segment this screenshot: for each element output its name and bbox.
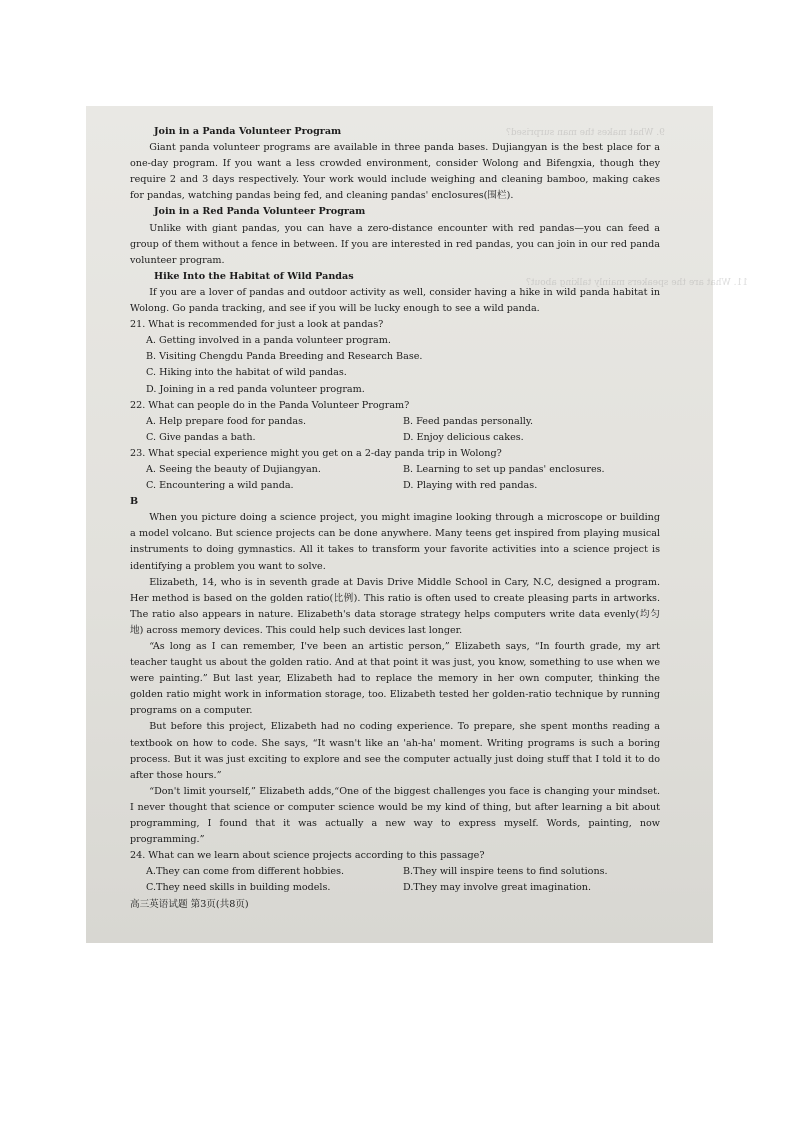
option: B.They will inspire teens to find solutions.	[403, 866, 608, 878]
question-21-stem: 21. What is recommended for just a look at pandas?	[130, 319, 384, 331]
option: D. Playing with red pandas.	[403, 480, 538, 492]
option: A. Seeing the beauty of Dujiangyan.	[146, 463, 321, 475]
heading-red-panda: Join in a Red Panda Volunteer Program	[154, 206, 366, 218]
option: A.They can come from different hobbies.	[146, 866, 345, 878]
bleed-through-text: 11. What are the speakers mainly talking about?	[526, 278, 748, 288]
paragraph-b-2: Elizabeth, 14, who is in seventh grade at Davis Drive Middle School in Cary, N.C, designed a program. Her method is based on the golden ratio(比例). This ratio is often used to create pleasing parts in artworks. The ratio also appears in nature. Elizabeth's data storage strategy helps computers write data evenly(均匀地) across memory devices. This could help such devices last longer.	[130, 576, 660, 636]
paragraph-b-5: “Don't limit yourself,” Elizabeth adds,“One of the biggest challenges you face is changing your mindset. I never thought that science or computer science would be my kind of thing, but after learning a bit about programming, I found that it was actually a new way to express myself. Words, painting, now programming.”	[130, 785, 660, 846]
option: D. Joining in a red panda volunteer program.	[146, 383, 365, 395]
question-24-stem: 24. What can we learn about science projects according to this passage?	[130, 850, 485, 862]
option: C. Encountering a wild panda.	[146, 480, 294, 492]
option: A. Getting involved in a panda volunteer program.	[146, 335, 391, 347]
option: C. Hiking into the habitat of wild pandas.	[146, 367, 347, 379]
paragraph-panda-volunteer: Giant panda volunteer programs are available in three panda bases. Dujiangyan is the best place for a one-day program. If you want a less crowded environment, consider Wolong and Bifengxia, though they require 2 and 3 days respectively. Your work would include weighing and cleaning bamboo, making cakes for pandas, watching pandas being fed, and cleaning pandas' enclosures(围栏).	[130, 142, 660, 202]
paragraph-hike: If you are a lover of pandas and outdoor activity as well, consider having a hike in wild panda habitat in Wolong. Go panda tracking, and see if you will be lucky enough to see a wild panda.	[130, 286, 660, 315]
option: D. Enjoy delicious cakes.	[403, 431, 524, 443]
paragraph-b-3: “As long as I can remember, I've been an artistic person,” Elizabeth says, “In fourth grade, my art teacher taught us about the golden ratio. And at that point it was just, you know, something to use when we were painting.” But last year, Elizabeth had to replace the memory in her own computer, thinking the golden ratio might work in information storage, too. Elizabeth tested her golden-ratio technique by running programs on a computer.	[130, 641, 660, 717]
question-22-options	[130, 414, 660, 446]
option: B. Feed pandas personally.	[403, 415, 534, 427]
question-21-options	[130, 333, 660, 397]
option: B. Learning to set up pandas' enclosures.	[403, 463, 605, 475]
heading-panda-volunteer: Join in a Panda Volunteer Program	[154, 126, 342, 137]
page-footer: 高三英语试题 第3页(共8页)	[130, 898, 249, 910]
question-23-options	[130, 462, 660, 494]
option: A. Help prepare food for pandas.	[146, 415, 307, 427]
paragraph-b-1: When you picture doing a science project, you might imagine looking through a microscope or building a model volcano. But science projects can be done anywhere. Many teens get inspired from playing musical instruments to doing gymnastics. All it takes to transform your favorite activities into a science project is identifying a problem you want to solve.	[130, 512, 660, 572]
section-b-label: B	[130, 496, 139, 508]
paragraph-b-4: But before this project, Elizabeth had no coding experience. To prepare, she spent months reading a textbook on how to code. She says, “It wasn't like an 'ah-ha' moment. Writing programs is such a boring process. But it was just exciting to explore and see the computer actually just doing stuff that I told it to do after those hours.”	[130, 721, 660, 781]
exam-page	[130, 124, 660, 913]
question-22-stem: 22. What can people do in the Panda Volunteer Program?	[130, 399, 410, 411]
option: C.They need skills in building models.	[146, 882, 331, 894]
option: D.They may involve great imagination.	[403, 882, 592, 894]
question-24-options	[130, 864, 660, 896]
heading-hike: Hike Into the Habitat of Wild Pandas	[154, 270, 354, 282]
bleed-through-text: 9. What makes the man surprised?	[506, 128, 665, 138]
question-23-stem: 23. What special experience might you get on a 2-day panda trip in Wolong?	[130, 447, 502, 459]
option: C. Give pandas a bath.	[146, 431, 256, 443]
paragraph-red-panda: Unlike with giant pandas, you can have a zero-distance encounter with red pandas—you can feed a group of them without a fence in between. If you are interested in red pandas, you can join in our red panda volunteer program.	[130, 222, 660, 266]
option: B. Visiting Chengdu Panda Breeding and Research Base.	[146, 351, 423, 363]
scanned-page-photo	[86, 106, 748, 943]
